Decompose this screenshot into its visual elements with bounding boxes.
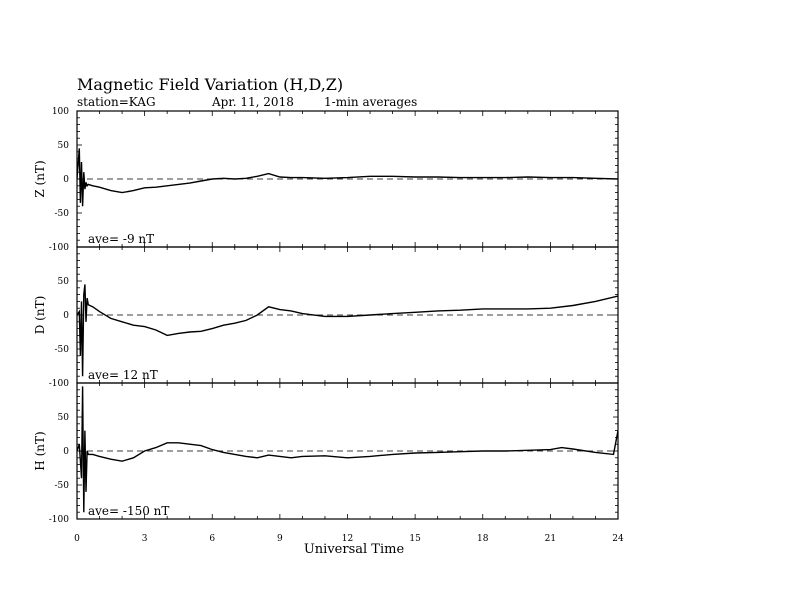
x-tick-label: 0 bbox=[74, 534, 80, 544]
x-tick-label: 24 bbox=[612, 534, 624, 544]
station-label: station=KAG bbox=[77, 95, 156, 109]
series-line-z bbox=[77, 148, 618, 206]
y-tick-label: -50 bbox=[54, 209, 69, 219]
y-tick-label: -100 bbox=[48, 243, 69, 253]
averaging-label: 1-min averages bbox=[324, 95, 418, 109]
y-tick-label: 0 bbox=[63, 311, 69, 321]
panel-z bbox=[33, 107, 618, 253]
series-line-d bbox=[77, 284, 618, 376]
y-tick-label: 0 bbox=[63, 447, 69, 457]
x-axis-label: Universal Time bbox=[303, 542, 405, 557]
average-label: ave= 12 nT bbox=[88, 368, 158, 382]
y-tick-label: -50 bbox=[54, 481, 69, 491]
x-tick-label: 15 bbox=[409, 534, 421, 544]
panel-d bbox=[33, 247, 618, 389]
y-tick-label: 0 bbox=[63, 175, 69, 185]
y-tick-label: -100 bbox=[48, 379, 69, 389]
y-axis-label: Z (nT) bbox=[33, 160, 47, 198]
average-label: ave= -150 nT bbox=[88, 504, 170, 518]
x-tick-label: 9 bbox=[277, 534, 283, 544]
y-tick-label: 100 bbox=[51, 107, 69, 117]
x-tick-label: 12 bbox=[341, 534, 354, 544]
y-tick-label: 50 bbox=[57, 141, 69, 151]
y-tick-label: 50 bbox=[57, 277, 69, 287]
y-tick-label: 50 bbox=[57, 413, 69, 423]
panels-group bbox=[33, 107, 618, 525]
average-label: ave= -9 nT bbox=[88, 232, 155, 246]
x-tick-label: 6 bbox=[209, 534, 216, 544]
y-tick-label: -50 bbox=[54, 345, 69, 355]
y-axis-label: D (nT) bbox=[33, 295, 47, 335]
panel-h bbox=[33, 383, 618, 525]
x-tick-label: 3 bbox=[141, 534, 148, 544]
y-axis-label: H (nT) bbox=[33, 431, 47, 471]
chart-title: Magnetic Field Variation (H,D,Z) bbox=[77, 75, 344, 94]
series-line-h bbox=[77, 386, 618, 512]
date-label: Apr. 11, 2018 bbox=[212, 95, 294, 109]
x-tick-label: 21 bbox=[544, 534, 557, 544]
y-tick-label: -100 bbox=[48, 515, 69, 525]
x-tick-label: 18 bbox=[477, 534, 489, 544]
